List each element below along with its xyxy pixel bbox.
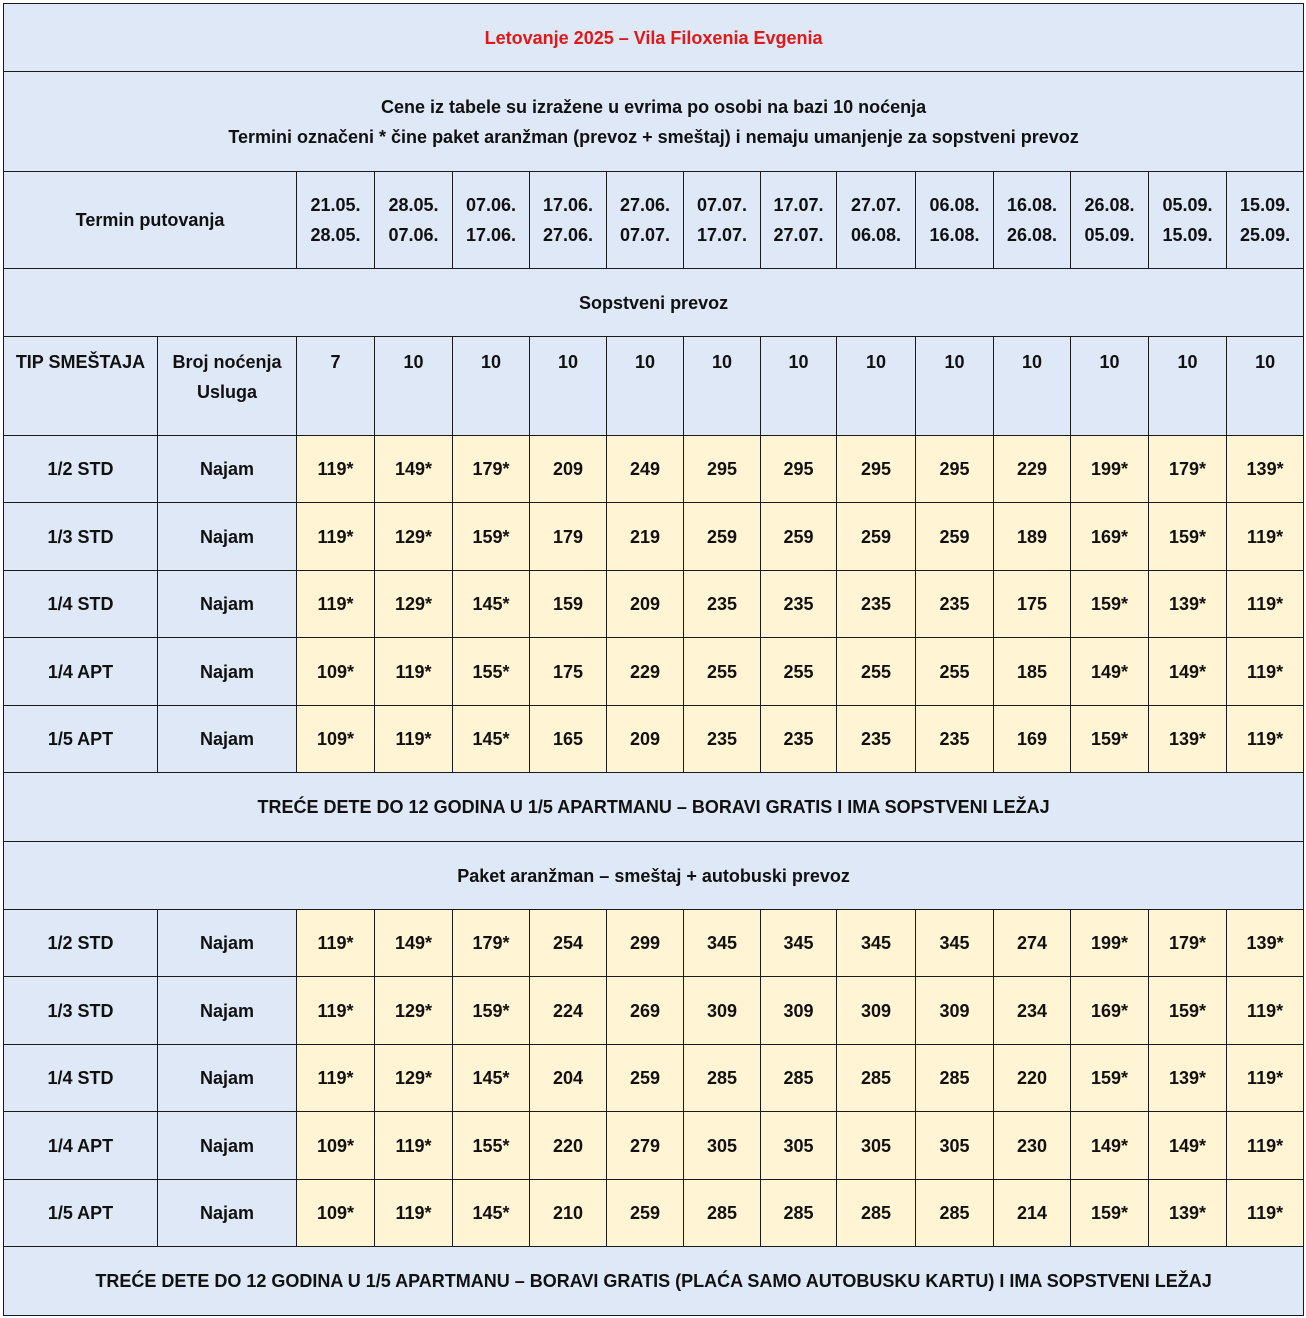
price-cell: 295	[837, 436, 916, 503]
section-title-own-transport: Sopstveni prevoz	[579, 292, 729, 313]
price-cell: 305	[684, 1112, 761, 1180]
price-cell: 145*	[453, 1180, 530, 1247]
price-cell: 274	[994, 910, 1071, 977]
price-cell: 159*	[453, 503, 530, 571]
term-to: 25.09.	[1240, 225, 1291, 245]
service-type: Najam	[158, 977, 297, 1045]
term-date-cell	[994, 172, 1071, 269]
price-cell: 285	[916, 1045, 994, 1112]
info-row	[4, 72, 1304, 172]
note-own-transport-row	[4, 773, 1304, 842]
price-cell: 145*	[453, 1045, 530, 1112]
nights-count: 10	[375, 337, 453, 436]
section-title-own-transport-cell	[4, 269, 1304, 337]
price-cell: 175	[530, 638, 607, 706]
price-cell: 295	[916, 436, 994, 503]
price-cell: 235	[761, 706, 837, 773]
accommodation-type: 1/3 STD	[4, 977, 158, 1045]
price-cell: 235	[761, 571, 837, 638]
price-cell: 209	[607, 571, 684, 638]
price-cell: 119*	[375, 1112, 453, 1180]
price-cell: 199*	[1071, 910, 1149, 977]
price-cell: 119*	[297, 436, 375, 503]
price-cell: 139*	[1149, 1045, 1227, 1112]
price-cell: 149*	[375, 436, 453, 503]
price-cell: 139*	[1149, 706, 1227, 773]
price-cell: 179	[530, 503, 607, 571]
term-from: 17.07.	[773, 195, 824, 215]
term-from: 07.06.	[465, 195, 517, 215]
table-title-cell	[4, 4, 1304, 72]
term-to: 07.06.	[388, 225, 439, 245]
price-cell: 209	[530, 436, 607, 503]
price-cell: 119*	[1227, 1180, 1304, 1247]
term-to: 26.08.	[1006, 225, 1058, 245]
price-cell: 119*	[297, 977, 375, 1045]
price-cell: 285	[761, 1180, 837, 1247]
term-date-cell	[530, 172, 607, 269]
price-cell: 269	[607, 977, 684, 1045]
nights-count: 10	[761, 337, 837, 436]
term-from: 05.09.	[1162, 195, 1213, 215]
term-from: 28.05.	[388, 195, 439, 215]
term-date-cell	[297, 172, 375, 269]
term-date-cell	[375, 172, 453, 269]
price-cell: 159*	[1071, 1180, 1149, 1247]
price-cell: 119*	[1227, 706, 1304, 773]
service-type: Najam	[158, 1045, 297, 1112]
service-type: Najam	[158, 1180, 297, 1247]
nights-count: 10	[453, 337, 530, 436]
price-cell: 119*	[1227, 1045, 1304, 1112]
price-cell: 279	[607, 1112, 684, 1180]
price-cell: 165	[530, 706, 607, 773]
price-cell: 259	[684, 503, 761, 571]
price-cell: 345	[684, 910, 761, 977]
price-cell: 189	[994, 503, 1071, 571]
price-cell: 159*	[1071, 706, 1149, 773]
accommodation-type: 1/5 APT	[4, 706, 158, 773]
term-to: 28.05.	[310, 225, 361, 245]
term-from: 26.08.	[1084, 195, 1135, 215]
price-cell: 129*	[375, 503, 453, 571]
term-date-cell	[916, 172, 994, 269]
price-cell: 159*	[1149, 977, 1227, 1045]
term-from: 21.05.	[310, 195, 361, 215]
price-cell: 285	[837, 1180, 916, 1247]
price-cell: 155*	[453, 638, 530, 706]
price-cell: 109*	[297, 1112, 375, 1180]
price-cell: 119*	[375, 638, 453, 706]
price-cell: 119*	[297, 1045, 375, 1112]
table-row	[4, 1180, 1304, 1247]
info-cell	[4, 72, 1304, 172]
price-cell: 255	[916, 638, 994, 706]
price-cell: 129*	[375, 977, 453, 1045]
price-cell: 229	[607, 638, 684, 706]
table-row	[4, 1112, 1304, 1180]
term-date-cell	[453, 172, 530, 269]
note-own-transport-cell	[4, 773, 1304, 842]
price-cell: 254	[530, 910, 607, 977]
price-cell: 129*	[375, 571, 453, 638]
terms-header-row	[4, 172, 1304, 269]
term-to: 27.07.	[773, 225, 824, 245]
nights-service-header	[158, 337, 297, 436]
price-cell: 285	[684, 1045, 761, 1112]
price-cell: 119*	[375, 1180, 453, 1247]
price-cell: 139*	[1227, 910, 1304, 977]
nights-count: 10	[530, 337, 607, 436]
price-cell: 259	[607, 1045, 684, 1112]
nights-count: 10	[837, 337, 916, 436]
accommodation-type: 1/4 APT	[4, 1112, 158, 1180]
table-row	[4, 571, 1304, 638]
service-label: Usluga	[196, 382, 257, 402]
price-cell: 129*	[375, 1045, 453, 1112]
table-body	[4, 4, 1304, 1316]
price-cell: 145*	[453, 706, 530, 773]
table-row	[4, 436, 1304, 503]
price-cell: 204	[530, 1045, 607, 1112]
price-cell: 345	[761, 910, 837, 977]
price-cell: 119*	[297, 571, 375, 638]
price-cell: 214	[994, 1180, 1071, 1247]
price-cell: 235	[684, 571, 761, 638]
price-cell: 109*	[297, 706, 375, 773]
table-row	[4, 638, 1304, 706]
nights-count: 10	[1227, 337, 1304, 436]
price-cell: 305	[916, 1112, 994, 1180]
price-cell: 259	[916, 503, 994, 571]
price-cell: 119*	[1227, 1112, 1304, 1180]
nights-count: 10	[994, 337, 1071, 436]
price-cell: 255	[684, 638, 761, 706]
term-date-cell	[761, 172, 837, 269]
price-cell: 235	[684, 706, 761, 773]
price-cell: 255	[761, 638, 837, 706]
term-from: 16.08.	[1006, 195, 1058, 215]
term-from: 06.08.	[929, 195, 980, 215]
info-line-1: Cene iz tabele su izražene u evrima po osobi na bazi 10 noćenja	[380, 96, 927, 117]
type-header: TIP SMEŠTAJA	[4, 337, 158, 436]
term-date-cell	[1071, 172, 1149, 269]
price-cell: 299	[607, 910, 684, 977]
term-to: 17.06.	[465, 225, 517, 245]
price-cell: 285	[837, 1045, 916, 1112]
price-cell: 285	[916, 1180, 994, 1247]
note-package: TREĆE DETE DO 12 GODINA U 1/5 APARTMANU – BORAVI GRATIS (PLAĆA SAMO AUTOBUSKU KARTU) I IMA SOPSTVENI LEŽAJ	[95, 1271, 1212, 1291]
price-cell: 179*	[453, 436, 530, 503]
price-cell: 169*	[1071, 503, 1149, 571]
nights-count: 10	[607, 337, 684, 436]
price-cell: 345	[916, 910, 994, 977]
price-cell: 309	[684, 977, 761, 1045]
price-cell: 235	[916, 706, 994, 773]
price-cell: 309	[761, 977, 837, 1045]
price-cell: 220	[994, 1045, 1071, 1112]
term-to: 07.07.	[619, 225, 671, 245]
price-cell: 159*	[1071, 1045, 1149, 1112]
price-cell: 185	[994, 638, 1071, 706]
price-cell: 159*	[1149, 503, 1227, 571]
term-label-cell	[4, 172, 297, 269]
service-type: Najam	[158, 910, 297, 977]
section-title-package-cell	[4, 842, 1304, 910]
price-cell: 169	[994, 706, 1071, 773]
term-from: 27.06.	[619, 195, 671, 215]
price-cell: 139*	[1227, 436, 1304, 503]
price-cell: 259	[837, 503, 916, 571]
price-cell: 230	[994, 1112, 1071, 1180]
price-cell: 179*	[1149, 910, 1227, 977]
note-package-row	[4, 1247, 1304, 1316]
term-date-cell	[607, 172, 684, 269]
price-cell: 209	[607, 706, 684, 773]
price-cell: 219	[607, 503, 684, 571]
price-cell: 119*	[1227, 571, 1304, 638]
term-date-cell	[837, 172, 916, 269]
price-cell: 159*	[1071, 571, 1149, 638]
price-cell: 109*	[297, 638, 375, 706]
nights-label: Broj noćenja	[172, 352, 282, 372]
accommodation-type: 1/4 STD	[4, 1045, 158, 1112]
price-cell: 149*	[1071, 638, 1149, 706]
price-cell: 149*	[1149, 638, 1227, 706]
section-title-package: Paket aranžman – smeštaj + autobuski prevoz	[457, 865, 850, 886]
price-cell: 179*	[453, 910, 530, 977]
section-title-own-transport-row	[4, 269, 1304, 337]
price-cell: 119*	[1227, 977, 1304, 1045]
nights-count: 7	[297, 337, 375, 436]
term-date-cell	[684, 172, 761, 269]
price-cell: 139*	[1149, 1180, 1227, 1247]
nights-count: 10	[916, 337, 994, 436]
price-table	[3, 3, 1304, 1316]
service-type: Najam	[158, 503, 297, 571]
price-cell: 235	[916, 571, 994, 638]
accommodation-type: 1/5 APT	[4, 1180, 158, 1247]
accommodation-type: 1/4 APT	[4, 638, 158, 706]
price-cell: 109*	[297, 1180, 375, 1247]
price-cell: 285	[684, 1180, 761, 1247]
price-cell: 119*	[297, 503, 375, 571]
price-cell: 220	[530, 1112, 607, 1180]
price-cell: 309	[916, 977, 994, 1045]
table-row	[4, 706, 1304, 773]
price-cell: 224	[530, 977, 607, 1045]
table-row	[4, 503, 1304, 571]
table-row	[4, 977, 1304, 1045]
accommodation-type: 1/2 STD	[4, 910, 158, 977]
price-cell: 159*	[453, 977, 530, 1045]
term-to: 27.06.	[542, 225, 594, 245]
term-label: Termin putovanja	[75, 210, 225, 230]
term-date-cell	[1149, 172, 1227, 269]
accommodation-type: 1/4 STD	[4, 571, 158, 638]
price-cell: 159	[530, 571, 607, 638]
term-to: 17.07.	[696, 225, 748, 245]
section-title-package-row	[4, 842, 1304, 910]
service-type: Najam	[158, 706, 297, 773]
price-cell: 179*	[1149, 436, 1227, 503]
title-row	[4, 4, 1304, 72]
price-cell: 259	[607, 1180, 684, 1247]
price-cell: 234	[994, 977, 1071, 1045]
price-cell: 149*	[1071, 1112, 1149, 1180]
price-cell: 305	[761, 1112, 837, 1180]
price-cell: 175	[994, 571, 1071, 638]
service-type: Najam	[158, 638, 297, 706]
service-type: Najam	[158, 1112, 297, 1180]
note-package-cell	[4, 1247, 1304, 1316]
note-own-transport: TREĆE DETE DO 12 GODINA U 1/5 APARTMANU – BORAVI GRATIS I IMA SOPSTVENI LEŽAJ	[257, 797, 1050, 817]
accommodation-type: 1/2 STD	[4, 436, 158, 503]
nights-count: 10	[684, 337, 761, 436]
price-cell: 285	[761, 1045, 837, 1112]
price-cell: 255	[837, 638, 916, 706]
table-row	[4, 1045, 1304, 1112]
price-cell: 295	[684, 436, 761, 503]
nights-count: 10	[1149, 337, 1227, 436]
term-to: 05.09.	[1084, 225, 1135, 245]
term-to: 16.08.	[929, 225, 980, 245]
price-cell: 229	[994, 436, 1071, 503]
price-cell: 119*	[1227, 638, 1304, 706]
price-cell: 235	[837, 571, 916, 638]
service-type: Najam	[158, 436, 297, 503]
price-cell: 155*	[453, 1112, 530, 1180]
table-row	[4, 910, 1304, 977]
term-from: 07.07.	[696, 195, 748, 215]
price-cell: 235	[837, 706, 916, 773]
price-cell: 259	[761, 503, 837, 571]
term-from: 27.07.	[850, 195, 902, 215]
price-cell: 305	[837, 1112, 916, 1180]
price-cell: 169*	[1071, 977, 1149, 1045]
column-header-row	[4, 337, 1304, 436]
price-cell: 249	[607, 436, 684, 503]
page-title: Letovanje 2025 – Vila Filoxenia Evgenia	[484, 27, 823, 48]
price-cell: 145*	[453, 571, 530, 638]
price-cell: 119*	[1227, 503, 1304, 571]
term-from: 17.06.	[542, 195, 594, 215]
info-line-2: Termini označeni * čine paket aranžman (prevoz + smeštaj) i nemaju umanjenje za sopstveni prevoz	[228, 126, 1079, 147]
price-cell: 345	[837, 910, 916, 977]
term-date-cell	[1227, 172, 1304, 269]
price-cell: 149*	[1149, 1112, 1227, 1180]
price-cell: 139*	[1149, 571, 1227, 638]
price-cell: 210	[530, 1180, 607, 1247]
price-cell: 199*	[1071, 436, 1149, 503]
price-cell: 295	[761, 436, 837, 503]
service-type: Najam	[158, 571, 297, 638]
nights-count: 10	[1071, 337, 1149, 436]
accommodation-type: 1/3 STD	[4, 503, 158, 571]
term-to: 15.09.	[1162, 225, 1213, 245]
term-to: 06.08.	[850, 225, 902, 245]
price-cell: 119*	[297, 910, 375, 977]
price-cell: 119*	[375, 706, 453, 773]
price-cell: 149*	[375, 910, 453, 977]
term-from: 15.09.	[1240, 195, 1291, 215]
price-cell: 309	[837, 977, 916, 1045]
